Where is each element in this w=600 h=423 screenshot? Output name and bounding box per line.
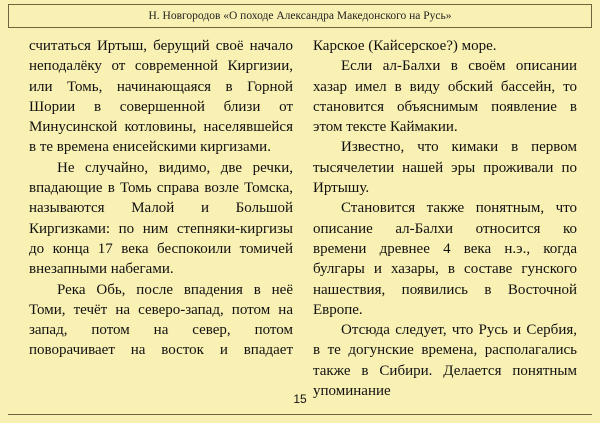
paragraph: Карское (Кайсерское?) море. [313,38,497,54]
right-text-column [313,36,577,401]
paragraph: Река Обь, после впадения в неё Томи, течёт на северо-запад, потом на запад, потом на север, потом поворачивает на восток и впадает [29,281,293,359]
page-number: 15 [293,392,307,406]
left-text-column [29,36,293,361]
paragraph: Отсюда следует, что Русь и Сербия, в те догунские времена, располагались также в Сибири. Делается понятным упоминание [313,322,577,400]
footer-rule [8,414,592,415]
running-header [8,4,592,28]
paragraph: Становится также понятным, что описание ал-Балхи относится ко времени древнее 4 века н.э., когда булгары и хазары, в составе гунского нашествия, появились в Восточной Европе. [313,200,577,318]
paragraph: Если ал-Балхи в своём описании хазар имел в виду обский бассейн, то становится объяснимым появление в этом тексте Каймакии. [313,58,577,136]
header-title: Н. Новгородов «О походе Александра Македонского на Русь» [148,10,452,22]
paragraph: Известно, что кимаки в первом тысячелетии нашей эры проживали по Иртышу. [313,139,577,197]
paragraph: считаться Иртыш, берущий своё начало неподалёку от современной Киргизии, или Томь, начинающаяся в Горной Шории в совершенной близи от Минусинской котловины, населявшейся в те времена енисейскими киргизами. [29,38,293,156]
paragraph: Не случайно, видимо, две речки, впадающие в Томь справа возле Томска, называются Малой и Большой Киргизками: по ним степняки-киргизы до конца 17 века беспокоили томичей внезапными набегами. [29,159,293,278]
